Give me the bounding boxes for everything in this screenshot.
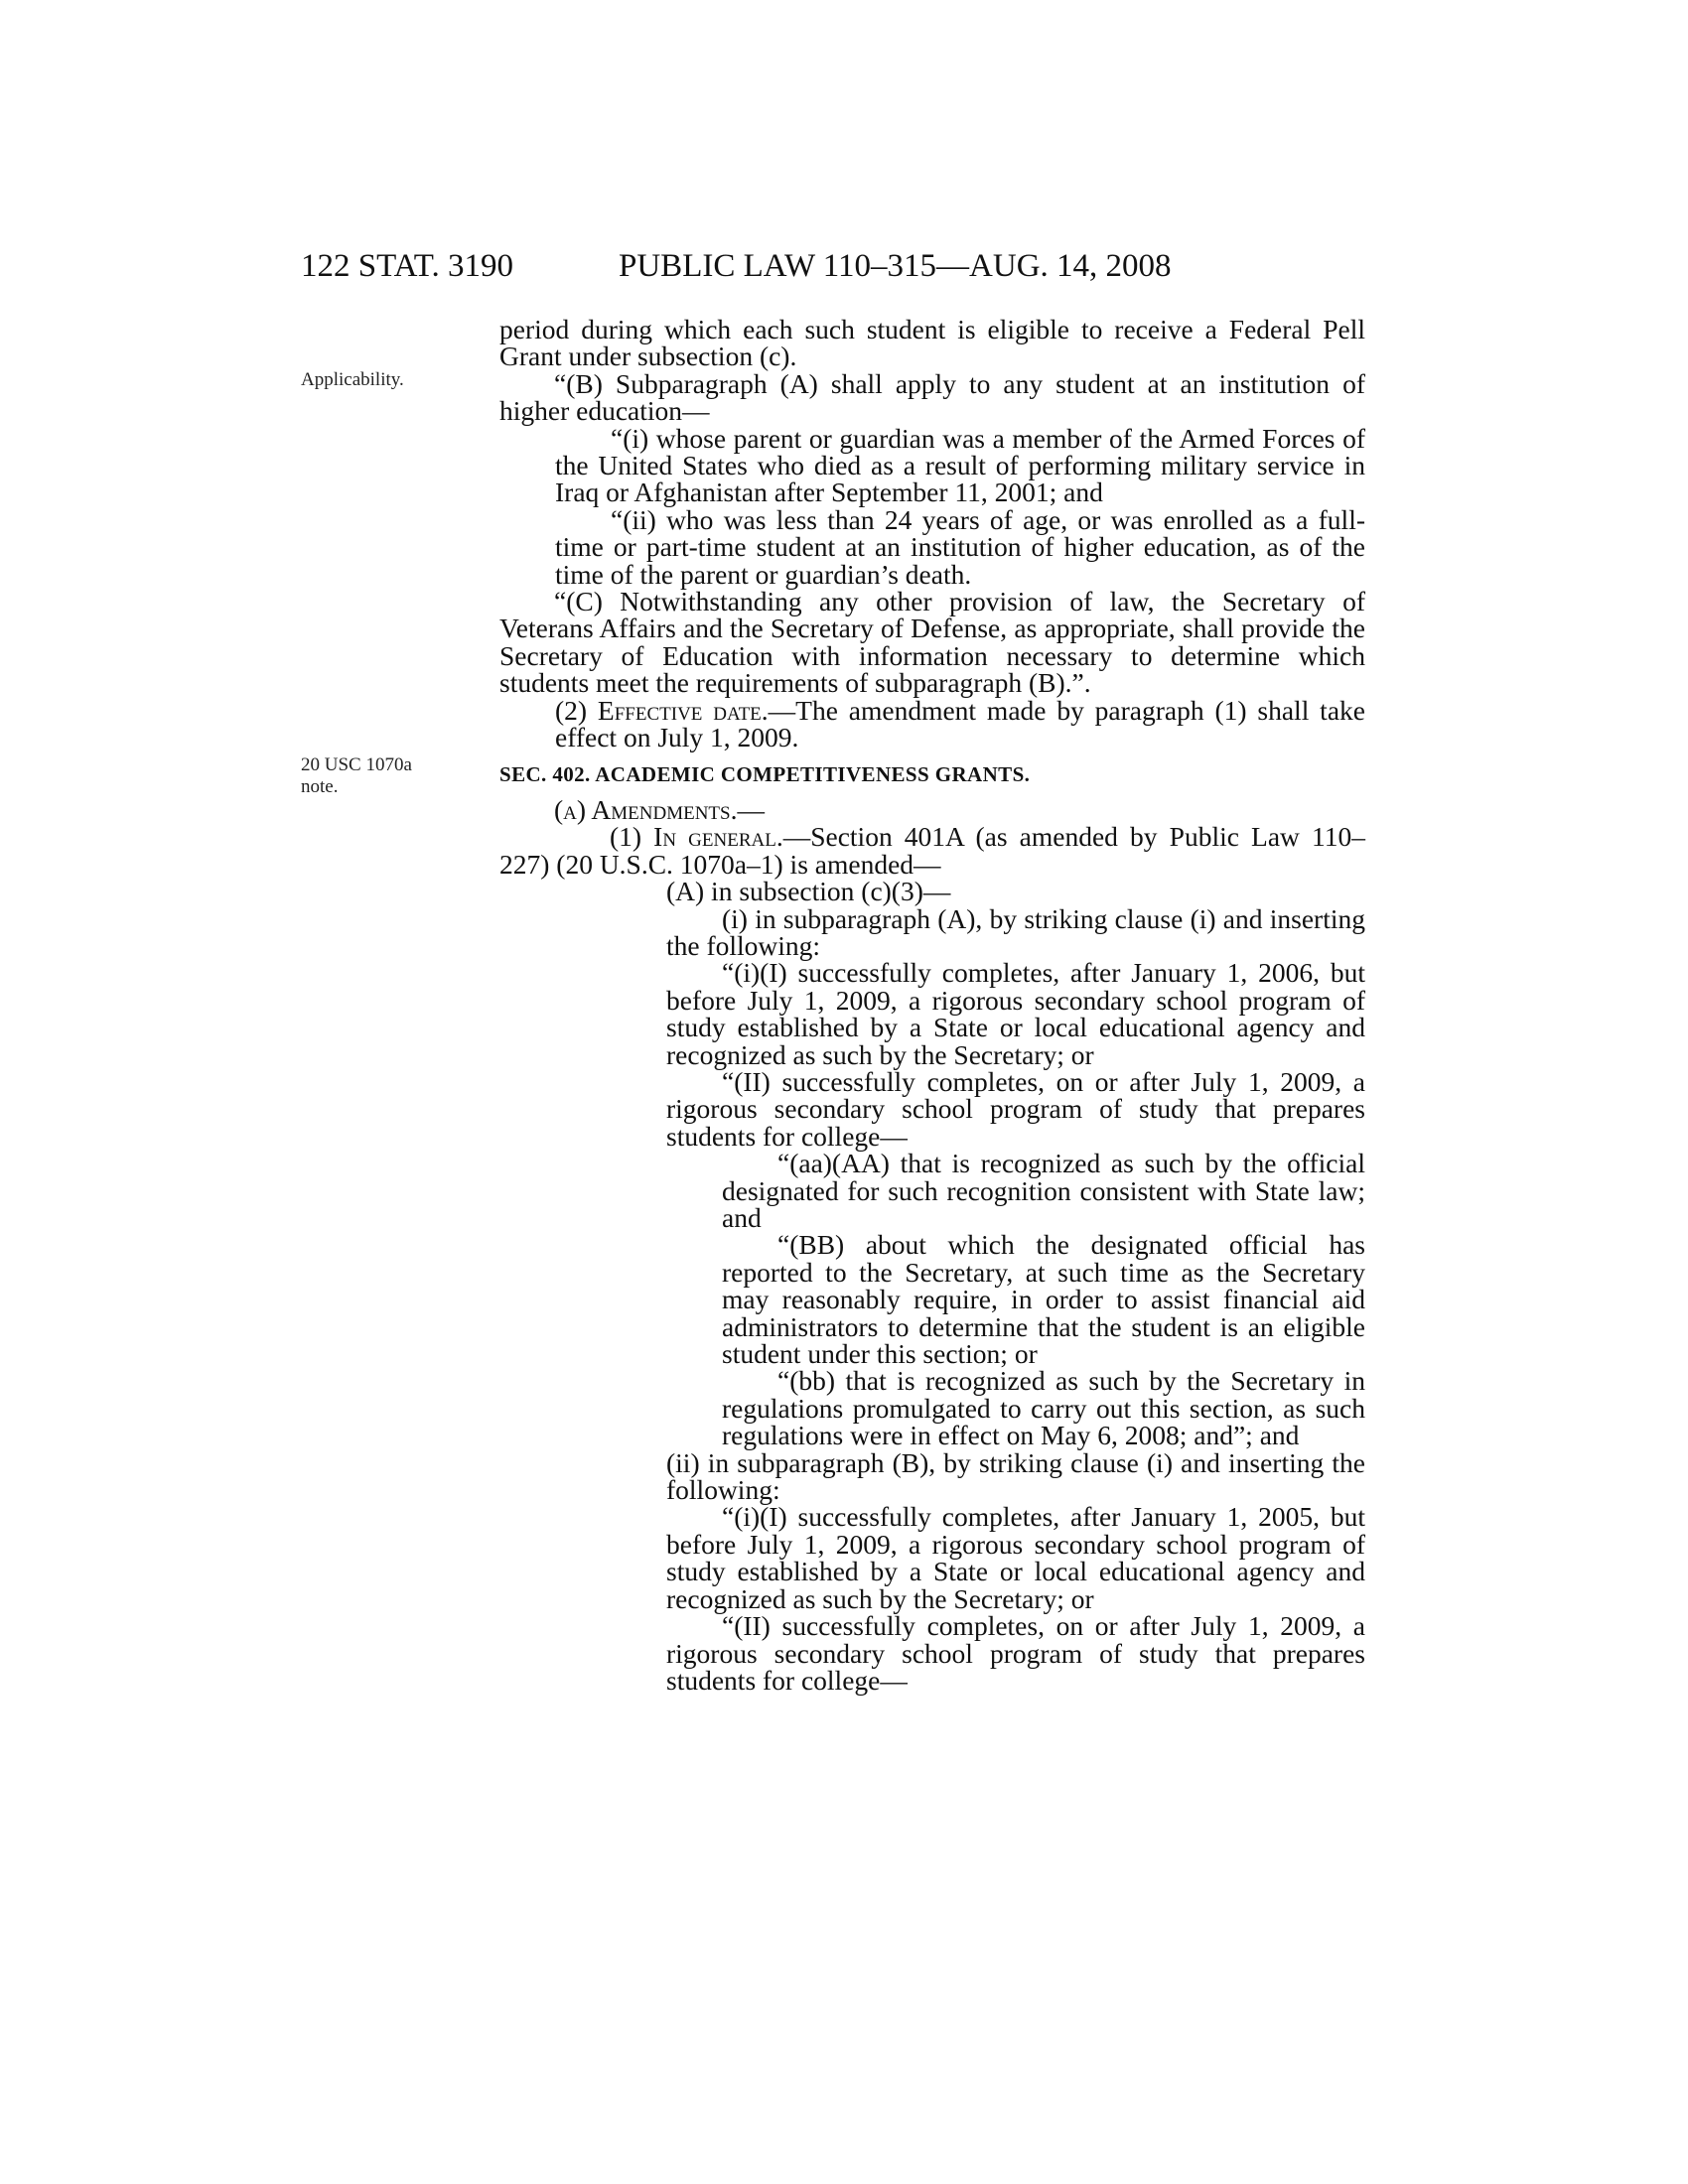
amendments-text: — [737, 793, 765, 825]
statute-page-number: 122 STAT. 3190 [301, 248, 514, 284]
subclause-i-i: “(i)(I) successfully completes, after January 1, 2006, but before July 1, 2009, a rigorous secondary school program of study established by a State or local educational agency and recognized as such by the Secretary; or [666, 957, 1365, 1070]
clause-i: “(i) whose parent or guardian was a member of the Armed Forces of the United States who died as a result of performing military service in Iraq or Afghanistan after September 11, 2001; and [555, 422, 1365, 508]
effective-date-text: —The amendment made by paragraph (1) shall take effect on July 1, 2009. [555, 694, 1365, 753]
clause-ii: “(ii) who was less than 24 years of age, or was enrolled as a full-time or part-time student at an institution of higher education, as of the time of the parent or guardian’s death. [555, 503, 1365, 590]
item-BB: “(BB) about which the designated official has reported to the Secretary, at such time as the Secretary may reasonably require, in order to assist financial aid administrators to determine that the student is an eligible student under this section; or [722, 1229, 1365, 1370]
subparagraph-a-subsection: (A) in subsection (c)(3)— [666, 876, 951, 907]
item-bb: “(bb) that is recognized as such by the Secretary in regulations promulgated to carry out this section, as such regulations were in effect on May 6, 2008; and”; and [722, 1365, 1365, 1451]
subclause-ii: “(II) successfully completes, on or after July 1, 2009, a rigorous secondary school program of study that prepares students for college— [666, 1065, 1365, 1152]
item-aa-AA: “(aa)(AA) that is recognized as such by the official designated for such recognition consistent with State law; and [722, 1148, 1365, 1233]
subparagraph-c: “(C) Notwithstanding any other provision of law, the Secretary of Veterans Affairs and the Secretary of Defense, as appropriate, shall provide the Secretary of Education with information necessary to determine which students meet the requirements of subparagraph (B).”. [499, 586, 1365, 699]
section-402-heading: SEC. 402. ACADEMIC COMPETITIVENESS GRANTS. [499, 761, 1031, 786]
statute-body [499, 316, 1365, 1694]
margin-note-usc-line1: 20 USC 1070a [301, 754, 412, 775]
amendments-label: (a) Amendments. [554, 793, 738, 825]
effective-date-label: (2) Effective date. [555, 694, 769, 726]
paragraph-1-in-general [499, 823, 1365, 878]
margin-note-applicability [301, 369, 450, 391]
paragraph-2-effective-date [499, 694, 1365, 753]
margin-note-applicability-text: Applicability. [301, 369, 404, 390]
subsection-a-amendments [499, 793, 1365, 825]
clause-i-subparagraph-a: (i) in subparagraph (A), by striking clause (i) and inserting the following: [666, 902, 1365, 961]
margin-note-usc [301, 754, 450, 798]
page-header [301, 246, 1214, 286]
public-law-title: PUBLIC LAW 110–315—AUG. 14, 2008 [619, 248, 1172, 284]
subparagraph-b: “(B) Subparagraph (A) shall apply to any student at an institution of higher education— [499, 367, 1365, 427]
in-general-label: (1) In general. [610, 821, 783, 853]
clause-ii-subparagraph-b: (ii) in subparagraph (B), by striking clause (i) and inserting the following: [666, 1446, 1365, 1506]
subclause-i-i-b: “(i)(I) successfully completes, after January 1, 2005, but before July 1, 2009, a rigorous secondary school program of study established by a State or local educational agency and recognized as such by the Secretary; or [666, 1501, 1365, 1614]
paragraph-continuation: period during which each such student is eligible to receive a Federal Pell Grant under subsection (c). [499, 314, 1365, 372]
in-general-text: —Section 401A (as amended by Public Law 110–227) (20 U.S.C. 1070a–1) is amended— [499, 821, 1365, 880]
margin-note-usc-line2: note. [301, 776, 339, 797]
subclause-ii-b: “(II) successfully completes, on or after July 1, 2009, a rigorous secondary school program of study that prepares students for college— [666, 1610, 1365, 1696]
